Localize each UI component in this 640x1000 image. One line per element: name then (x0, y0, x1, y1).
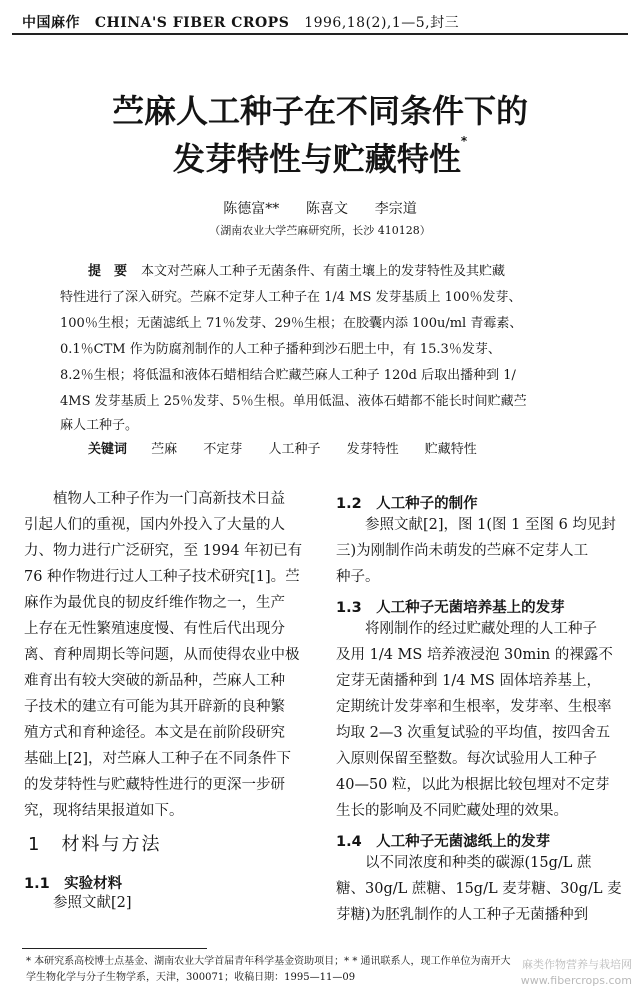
body-line: 76 种作物进行过人工种子技术研究[1]。苎 (24, 569, 300, 585)
body-line: 芽糖)为胚乳制作的人工种子无菌播种到 (336, 907, 589, 923)
affiliation: （湖南农业大学苎麻研究所，长沙 410128） (209, 224, 431, 237)
abstract-line: 特性进行了深入研究。苎麻不定芽人工种子在 1/4 MS 发芽基质上 100％发芽、 (60, 290, 522, 305)
abstract-line: 4MS 发芽基质上 25％发芽、5％生根。单用低温、液体石蜡都不能长时间贮藏苎 (60, 394, 527, 409)
body-line: 定芽无菌播种到 1/4 MS 固体培养基上， (336, 673, 601, 689)
body-line: 入原则保留至整数。每次试验用人工种子 (336, 751, 597, 767)
body-line: 基础上[2]，对苎麻人工种子在不同条件下 (24, 751, 292, 767)
abstract-line: 8.2％生根；将低温和液体石蜡相结合贮藏苎麻人工种子 120d 后取出播种到 1/ (60, 368, 516, 383)
body-line: 麻作为最优良的韧皮纤维作物之一，生产 (24, 595, 285, 611)
body-line: 殖方式和育种途径。本文是在前阶段研究 (24, 725, 285, 741)
body-line: 的发芽特性与贮藏特性进行的更深一步研 (24, 777, 285, 793)
title-line-2-text: 发芽特性与贮藏特性 (172, 140, 461, 178)
body-line: 以不同浓度和种类的碳源(15g/L 蔗 (336, 855, 592, 871)
title-footnote-mark: * (460, 134, 468, 148)
keyword: 人工种子 (268, 442, 321, 457)
body-line: 种子。 (336, 569, 380, 585)
body-line: 均取 2—3 次重复试验的平均值，按四舍五 (336, 725, 611, 741)
abstract-line: 100％生根；无菌滤纸上 71％发芽、29％生根；在胶囊内添 100u/ml 青霉素、 (60, 316, 523, 331)
body-line: 将刚制作的经过贮藏处理的人工种子 (336, 621, 597, 637)
body-line: 上存在无性繁殖速度慢、有性后代出现分 (24, 621, 285, 637)
issue-info: 1996,18(2),1—5,封三 (304, 15, 460, 31)
authors: 陈德富** 陈喜文 李宗道 (223, 201, 417, 217)
body-line: 参照文献[2]，图 1(图 1 至图 6 均见封 (336, 517, 616, 533)
abstract-line: 麻人工种子。 (60, 418, 139, 433)
subsection-heading-1-1: 1.1 实验材料 (24, 876, 123, 892)
keyword: 不定芽 (203, 442, 243, 457)
body-line: 植物人工种子作为一门高新技术日益 (24, 491, 285, 507)
keywords-label: 关键词 (88, 442, 128, 457)
abstract-line (60, 265, 600, 279)
keyword: 苎麻 (151, 442, 178, 457)
body-line: 引起人们的重视，国内外投入了大量的人 (24, 517, 285, 533)
body-line: 参照文献[2] (24, 895, 132, 911)
body-line: 三)为刚制作尚未萌发的苎麻不定芽人工 (336, 543, 589, 559)
body-line: 及用 1/4 MS 培养液浸泡 30min 的裸露不 (336, 647, 613, 663)
keyword: 贮藏特性 (424, 442, 477, 457)
watermark-line: 麻类作物营养与栽培网 (522, 958, 632, 971)
watermark-line: www.fibercrops.com (520, 974, 632, 987)
body-line: 究，现将结果报道如下。 (24, 803, 184, 819)
subsection-heading-1-2: 1.2 人工种子的制作 (336, 496, 478, 512)
journal-name-cn: 中国麻作 (22, 15, 80, 31)
running-header (22, 12, 459, 32)
subsection-heading-1-4: 1.4 人工种子无菌滤纸上的发芽 (336, 834, 551, 850)
title-line-1: 苎麻人工种子在不同条件下的 (111, 92, 528, 130)
footnote-line: * 本研究系高校博士点基金、湖南农业大学首届青年科学基金资助项目；* * 通讯联系人，现工作单位为南开大 (26, 956, 511, 967)
section-heading-1: 1 材料与方法 (28, 834, 162, 855)
keyword: 发芽特性 (346, 442, 399, 457)
body-line: 离、育种周期长等问题，从而使得农业中极 (24, 647, 300, 663)
body-line: 生长的影响及不同贮藏处理的效果。 (336, 803, 568, 819)
footnote-line: 学生物化学与分子生物学系，天津，300071；收稿日期：1995—11—09 (26, 972, 356, 983)
abstract-line: 0.1％CTM 作为防腐剂制作的人工种子播种到沙石肥土中，有 15.3％发芽、 (60, 342, 501, 357)
body-line: 定期统计发芽率和生根率，发芽率、生根率 (336, 699, 612, 715)
body-line: 子技术的建立有可能为其开辟新的良种繁 (24, 699, 285, 715)
body-line: 难育出有较大突破的新品种，苎麻人工种 (24, 673, 285, 689)
title-line-2 (0, 134, 640, 180)
body-line: 力、物力进行广泛研究，至 1994 年初已有 (24, 543, 303, 559)
body-line: 糖、30g/L 蔗糖、15g/L 麦芽糖、30g/L 麦 (336, 881, 622, 897)
abstract-text: 本文对苎麻人工种子无菌条件、有菌土壤上的发芽特性及其贮藏 (141, 264, 506, 279)
keywords (88, 443, 628, 457)
header-rule (12, 33, 628, 35)
journal-name-en: CHINA'S FIBER CROPS (94, 15, 290, 31)
footnote-rule (22, 948, 207, 949)
abstract-label: 提 要 (88, 264, 128, 279)
subsection-heading-1-3: 1.3 人工种子无菌培养基上的发芽 (336, 600, 565, 616)
body-line: 40—50 粒，以此为根据比较包埋对不定芽 (336, 777, 610, 793)
